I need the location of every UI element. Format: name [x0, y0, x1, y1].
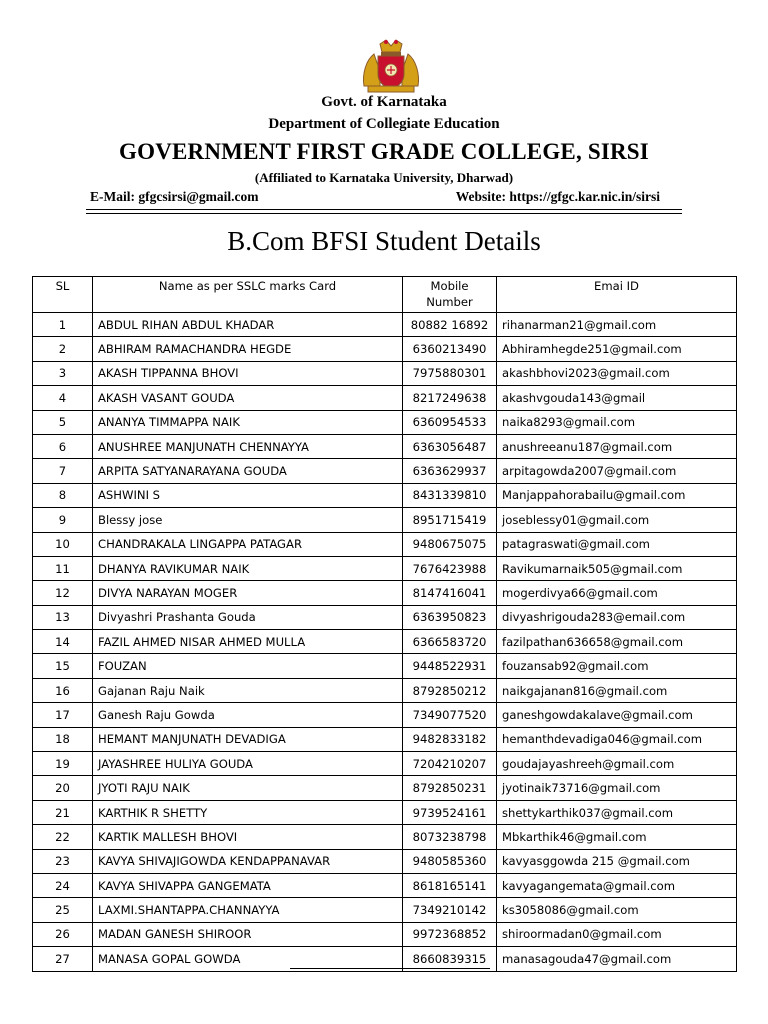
cell-email: patagraswati@gmail.com	[497, 532, 737, 556]
cell-sl: 3	[33, 361, 93, 385]
cell-sl: 8	[33, 483, 93, 507]
cell-name: KAVYA SHIVAJIGOWDA KENDAPPANAVAR	[93, 849, 403, 873]
cell-name: HEMANT MANJUNATH DEVADIGA	[93, 727, 403, 751]
cell-name: KARTIK MALLESH BHOVI	[93, 825, 403, 849]
cell-name: KARTHIK R SHETTY	[93, 800, 403, 824]
cell-name: DHANYA RAVIKUMAR NAIK	[93, 556, 403, 580]
cell-mobile: 6363056487	[403, 434, 497, 458]
cell-sl: 19	[33, 752, 93, 776]
cell-name: Blessy jose	[93, 508, 403, 532]
cell-email: ks3058086@gmail.com	[497, 898, 737, 922]
table-row	[33, 752, 737, 776]
cell-mobile: 6360954533	[403, 410, 497, 434]
cell-email: shettykarthik037@gmail.com	[497, 800, 737, 824]
cell-email: naika8293@gmail.com	[497, 410, 737, 434]
cell-email: akashvgouda143@gmail	[497, 386, 737, 410]
table-row	[33, 483, 737, 507]
cell-mobile: 7349077520	[403, 703, 497, 727]
cell-name: ANUSHREE MANJUNATH CHENNAYYA	[93, 434, 403, 458]
cell-mobile: 7204210207	[403, 752, 497, 776]
cell-mobile: 8792850212	[403, 678, 497, 702]
cell-name: FAZIL AHMED NISAR AHMED MULLA	[93, 630, 403, 654]
cell-email: arpitagowda2007@gmail.com	[497, 459, 737, 483]
department-heading: Department of Collegiate Education	[268, 116, 500, 132]
student-table	[32, 276, 737, 972]
table-row	[33, 556, 737, 580]
cell-email: naikgajanan816@gmail.com	[497, 678, 737, 702]
header-email: Emai ID	[497, 277, 737, 313]
cell-email: Ravikumarnaik505@gmail.com	[497, 556, 737, 580]
table-row	[33, 605, 737, 629]
header-mobile-line2: Number	[426, 295, 473, 309]
table-row	[33, 800, 737, 824]
cell-email: goudajayashreeh@gmail.com	[497, 752, 737, 776]
govt-heading: Govt. of Karnataka	[321, 94, 447, 110]
cell-sl: 20	[33, 776, 93, 800]
cell-name: DIVYA NARAYAN MOGER	[93, 581, 403, 605]
table-row	[33, 678, 737, 702]
contact-website: Website: https://gfgc.kar.nic.in/sirsi	[455, 189, 660, 204]
cell-email: kavyasggowda 215 @gmail.com	[497, 849, 737, 873]
cell-name: ANANYA TIMMAPPA NAIK	[93, 410, 403, 434]
cell-sl: 22	[33, 825, 93, 849]
header-mobile	[403, 277, 497, 313]
college-name: GOVERNMENT FIRST GRADE COLLEGE, SIRSI	[119, 139, 649, 164]
cell-name: Divyashri Prashanta Gouda	[93, 605, 403, 629]
cell-sl: 12	[33, 581, 93, 605]
cell-mobile: 6363629937	[403, 459, 497, 483]
cell-sl: 6	[33, 434, 93, 458]
cell-sl: 9	[33, 508, 93, 532]
cell-email: shiroormadan0@gmail.com	[497, 922, 737, 946]
cell-email: Mbkarthik46@gmail.com	[497, 825, 737, 849]
table-row	[33, 873, 737, 897]
cell-sl: 24	[33, 873, 93, 897]
header-divider-thin	[86, 213, 682, 214]
cell-sl: 21	[33, 800, 93, 824]
cell-name: MANASA GOPAL GOWDA	[93, 947, 403, 971]
cell-mobile: 80882 16892	[403, 313, 497, 337]
cell-email: fazilpathan636658@gmail.com	[497, 630, 737, 654]
cell-name: Ganesh Raju Gowda	[93, 703, 403, 727]
table-row	[33, 825, 737, 849]
cell-sl: 25	[33, 898, 93, 922]
cell-sl: 18	[33, 727, 93, 751]
cell-mobile: 6363950823	[403, 605, 497, 629]
cell-mobile: 7975880301	[403, 361, 497, 385]
table-row	[33, 337, 737, 361]
table-row	[33, 654, 737, 678]
table-row	[33, 581, 737, 605]
cell-mobile: 9739524161	[403, 800, 497, 824]
cell-sl: 2	[33, 337, 93, 361]
cell-name: LAXMI.SHANTAPPA.CHANNAYYA	[93, 898, 403, 922]
cell-email: rihanarman21@gmail.com	[497, 313, 737, 337]
cell-sl: 1	[33, 313, 93, 337]
cell-email: Manjappahorabailu@gmail.com	[497, 483, 737, 507]
cell-name: JAYASHREE HULIYA GOUDA	[93, 752, 403, 776]
cell-mobile: 8951715419	[403, 508, 497, 532]
cell-mobile: 8217249638	[403, 386, 497, 410]
cell-name: AKASH TIPPANNA BHOVI	[93, 361, 403, 385]
cell-email: mogerdivya66@gmail.com	[497, 581, 737, 605]
cell-mobile: 9480585360	[403, 849, 497, 873]
header-sl: SL	[33, 277, 93, 313]
cell-name: KAVYA SHIVAPPA GANGEMATA	[93, 873, 403, 897]
cell-sl: 14	[33, 630, 93, 654]
table-row	[33, 849, 737, 873]
cell-mobile: 9972368852	[403, 922, 497, 946]
cell-mobile: 8431339810	[403, 483, 497, 507]
cell-name: CHANDRAKALA LINGAPPA PATAGAR	[93, 532, 403, 556]
document-title: B.Com BFSI Student Details	[227, 226, 541, 256]
cell-sl: 26	[33, 922, 93, 946]
cell-mobile: 6360213490	[403, 337, 497, 361]
cell-name: AKASH VASANT GOUDA	[93, 386, 403, 410]
cell-sl: 17	[33, 703, 93, 727]
table-row	[33, 630, 737, 654]
cell-name: ABHIRAM RAMACHANDRA HEGDE	[93, 337, 403, 361]
header-divider	[86, 209, 682, 210]
table-row	[33, 459, 737, 483]
page-bottom-rule	[290, 968, 490, 969]
cell-sl: 5	[33, 410, 93, 434]
table-header-row	[33, 277, 737, 313]
table-row	[33, 361, 737, 385]
cell-sl: 13	[33, 605, 93, 629]
karnataka-emblem-icon	[358, 36, 424, 94]
cell-email: manasagouda47@gmail.com	[497, 947, 737, 971]
cell-name: JYOTI RAJU NAIK	[93, 776, 403, 800]
cell-sl: 27	[33, 947, 93, 971]
cell-name: MADAN GANESH SHIROOR	[93, 922, 403, 946]
cell-mobile: 7676423988	[403, 556, 497, 580]
cell-email: divyashrigouda283@email.com	[497, 605, 737, 629]
cell-mobile: 8618165141	[403, 873, 497, 897]
affiliation-text: (Affiliated to Karnataka University, Dharwad)	[254, 170, 514, 185]
cell-sl: 23	[33, 849, 93, 873]
cell-email: hemanthdevadiga046@gmail.com	[497, 727, 737, 751]
cell-name: ABDUL RIHAN ABDUL KHADAR	[93, 313, 403, 337]
cell-name: ARPITA SATYANARAYANA GOUDA	[93, 459, 403, 483]
cell-mobile: 8147416041	[403, 581, 497, 605]
header-mobile-line1: Mobile	[430, 279, 469, 293]
table-row	[33, 776, 737, 800]
contact-email: E-Mail: gfgcsirsi@gmail.com	[90, 189, 259, 204]
table-row	[33, 703, 737, 727]
table-row	[33, 532, 737, 556]
table-row	[33, 313, 737, 337]
cell-mobile: 7349210142	[403, 898, 497, 922]
table-row	[33, 922, 737, 946]
cell-mobile: 9482833182	[403, 727, 497, 751]
cell-email: akashbhovi2023@gmail.com	[497, 361, 737, 385]
table-row	[33, 434, 737, 458]
cell-email: joseblessy01@gmail.com	[497, 508, 737, 532]
cell-email: anushreeanu187@gmail.com	[497, 434, 737, 458]
cell-sl: 11	[33, 556, 93, 580]
table-row	[33, 410, 737, 434]
cell-name: ASHWINI S	[93, 483, 403, 507]
table-row	[33, 386, 737, 410]
cell-mobile: 8660839315	[403, 947, 497, 971]
cell-sl: 7	[33, 459, 93, 483]
cell-email: fouzansab92@gmail.com	[497, 654, 737, 678]
cell-mobile: 8792850231	[403, 776, 497, 800]
cell-mobile: 9480675075	[403, 532, 497, 556]
cell-sl: 15	[33, 654, 93, 678]
table-row	[33, 727, 737, 751]
cell-email: kavyagangemata@gmail.com	[497, 873, 737, 897]
cell-email: jyotinaik73716@gmail.com	[497, 776, 737, 800]
cell-name: Gajanan Raju Naik	[93, 678, 403, 702]
cell-sl: 10	[33, 532, 93, 556]
header-name: Name as per SSLC marks Card	[93, 277, 403, 313]
cell-mobile: 9448522931	[403, 654, 497, 678]
cell-email: ganeshgowdakalave@gmail.com	[497, 703, 737, 727]
cell-name: FOUZAN	[93, 654, 403, 678]
cell-sl: 16	[33, 678, 93, 702]
table-row	[33, 508, 737, 532]
table-row	[33, 898, 737, 922]
cell-mobile: 8073238798	[403, 825, 497, 849]
cell-mobile: 6366583720	[403, 630, 497, 654]
cell-sl: 4	[33, 386, 93, 410]
cell-email: Abhiramhegde251@gmail.com	[497, 337, 737, 361]
